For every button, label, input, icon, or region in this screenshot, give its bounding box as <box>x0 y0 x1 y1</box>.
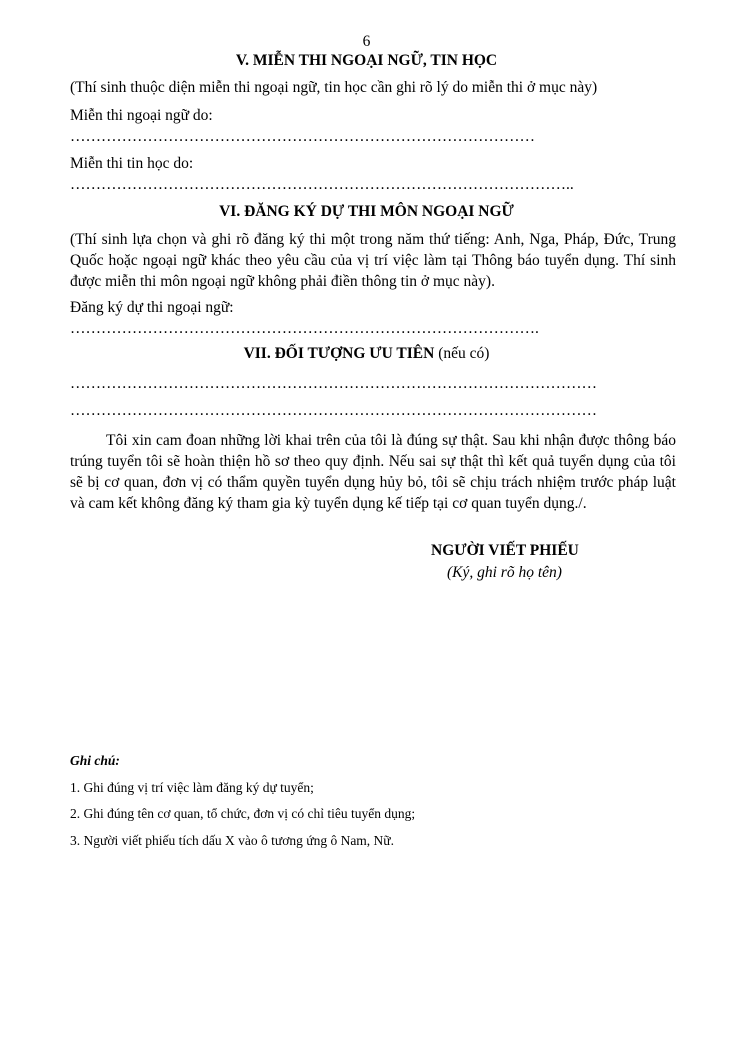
section-vii-title: VII. ĐỐI TƯỢNG ƯU TIÊN <box>243 345 435 362</box>
note-item: 1. Ghi đúng vị trí việc làm đăng ký dự tuyển; <box>70 780 314 795</box>
language-registration-dots: ………………………………………………………………………………. <box>70 320 539 337</box>
signature-subtitle: (Ký, ghi rõ họ tên) <box>447 564 562 581</box>
note-item: 2. Ghi đúng tên cơ quan, tổ chức, đơn vị có chỉ tiêu tuyển dụng; <box>70 806 416 821</box>
priority-field-line-2[interactable] <box>70 402 597 420</box>
signature-title: NGƯỜI VIẾT PHIẾU <box>431 542 579 559</box>
section-v-note: (Thí sinh thuộc diện miễn thi ngoại ngữ, tin học cần ghi rõ lý do miễn thi ở mục này) <box>70 79 598 96</box>
language-registration-label: Đăng ký dự thi ngoại ngữ: <box>70 299 234 316</box>
it-exemption-label: Miễn thi tin học do: <box>70 155 194 172</box>
foreign-language-exemption-dots: ……………………………………………………………………………… <box>70 128 535 145</box>
priority-dots-2: ………………………………………………………………………………………… <box>70 402 597 419</box>
priority-field-line-1[interactable] <box>70 375 597 393</box>
note-item: 3. Người viết phiếu tích dấu X vào ô tương ứng ô Nam, Nữ. <box>70 833 394 848</box>
declaration-paragraph: Tôi xin cam đoan những lời khai trên của tôi là đúng sự thật. Sau khi nhận được thông báo trúng tuyển tôi sẽ hoàn thiện hồ sơ theo quy định. Nếu sai sự thật thì kết quả tuyển dụng của tôi sẽ bị cơ quan, đơn vị có thẩm quyền tuyển dụng hủy bỏ, tôi sẽ chịu trách nhiệm trước pháp luật và cam kết không đăng ký tham gia kỳ tuyển dụng kế tiếp tại cơ quan tuyển dụng./. <box>70 432 676 512</box>
notes-heading: Ghi chú: <box>70 753 120 768</box>
section-vi-title: VI. ĐĂNG KÝ DỰ THI MÔN NGOẠI NGỮ <box>219 203 514 220</box>
section-v-title: V. MIỄN THI NGOẠI NGỮ, TIN HỌC <box>235 52 498 69</box>
it-exemption-field[interactable] <box>70 176 574 194</box>
section-vii-title-suffix: (nếu có) <box>438 345 490 362</box>
language-registration-field[interactable] <box>70 320 539 338</box>
it-exemption-dots: …………………………………………………………………………………….. <box>70 176 574 193</box>
page-number: 6 <box>362 33 371 50</box>
section-vi-note: (Thí sinh lựa chọn và ghi rõ đăng ký thi một trong năm thứ tiếng: Anh, Nga, Pháp, Đức, Trung Quốc hoặc ngoại ngữ khác theo yêu cầu của vị trí việc làm tại Thông báo tuyển dụng. Thí sinh được miễn thi môn ngoại ngữ không phải điền thông tin ở mục này). <box>70 231 676 290</box>
foreign-language-exemption-label: Miễn thi ngoại ngữ do: <box>70 107 213 124</box>
priority-dots-1: ………………………………………………………………………………………… <box>70 375 597 392</box>
foreign-language-exemption-field[interactable] <box>70 128 535 146</box>
section-vii-heading <box>0 345 733 363</box>
